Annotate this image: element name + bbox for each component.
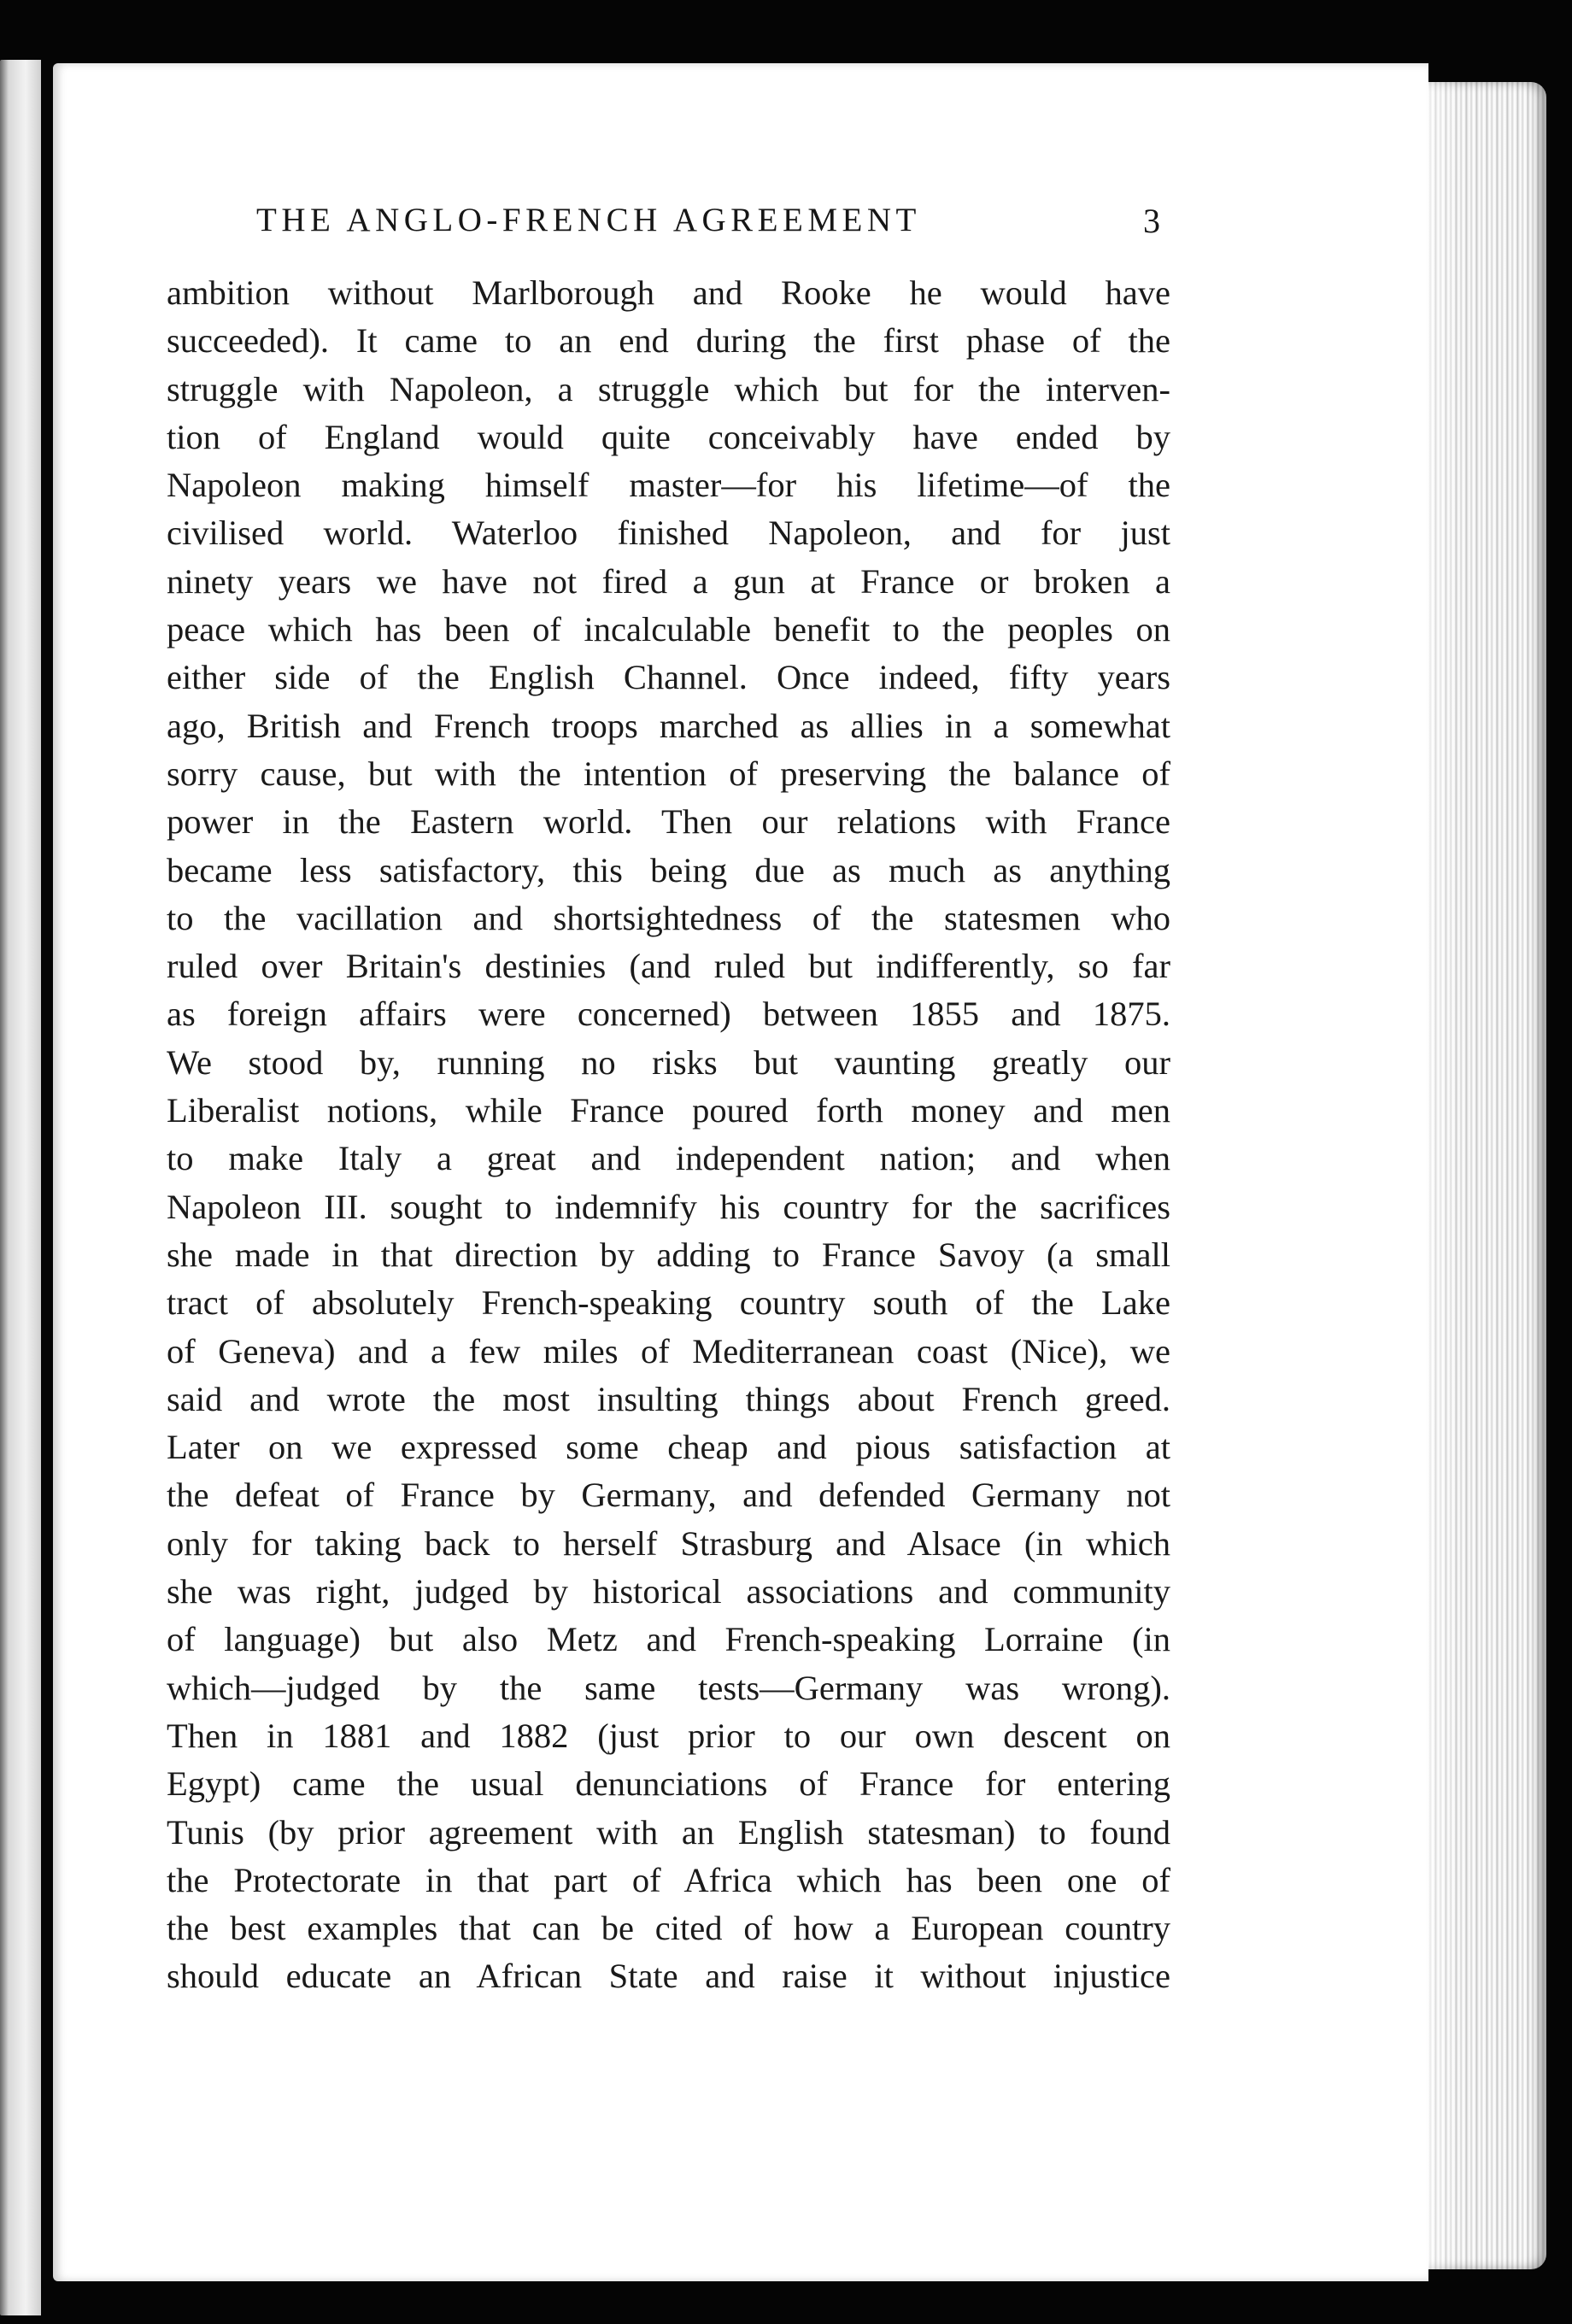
text-line: the Protectorate in that part of Africa which has been one of xyxy=(167,1860,1170,1899)
text-line: power in the Eastern world. Then our relations with France xyxy=(167,802,1170,842)
text-line: Liberalist notions, while France poured forth money and men xyxy=(167,1091,1170,1130)
text-line: civilised world. Waterloo finished Napoleon, and for just xyxy=(167,514,1170,553)
text-line: only for taking back to herself Strasburg and Alsace (in which xyxy=(167,1523,1170,1563)
text-line: tract of absolutely French-speaking country south of the Lake xyxy=(167,1283,1170,1323)
text-line: she was right, judged by historical associations and community xyxy=(167,1572,1170,1611)
text-line: of Geneva) and a few miles of Mediterranean coast (Nice), we xyxy=(167,1331,1170,1370)
text-line: to the vacillation and shortsightedness of the statesmen who xyxy=(167,898,1170,937)
text-line: succeeded). It came to an end during the first phase of the xyxy=(167,321,1170,361)
text-line: should educate an African State and raise it without injustice xyxy=(167,1957,1170,1996)
text-line: We stood by, running no risks but vaunting greatly our xyxy=(167,1042,1170,1082)
text-line: either side of the English Channel. Once indeed, fifty years xyxy=(167,658,1170,697)
text-line: she made in that direction by adding to France Savoy (a small xyxy=(167,1235,1170,1274)
text-line: Napoleon III. sought to indemnify his country for the sacrifices xyxy=(167,1187,1170,1226)
body-text xyxy=(167,269,1170,2001)
text-line: struggle with Napoleon, a struggle which but for the interven- xyxy=(167,369,1170,408)
text-line: Napoleon making himself master—for his lifetime—of the xyxy=(167,466,1170,505)
text-line: said and wrote the most insulting things about French greed. xyxy=(167,1379,1170,1418)
text-line: ago, British and French troops marched as allies in a somewhat xyxy=(167,706,1170,745)
text-line: sorry cause, but with the intention of preserving the balance of xyxy=(167,754,1170,793)
text-line: ruled over Britain's destinies (and ruled but indifferently, so far xyxy=(167,947,1170,986)
text-line: Then in 1881 and 1882 (just prior to our own descent on xyxy=(167,1716,1170,1755)
text-line: Later on we expressed some cheap and pious satisfaction at xyxy=(167,1428,1170,1467)
text-line: the best examples that can be cited of how a European country xyxy=(167,1909,1170,1948)
text-line: as foreign affairs were concerned) between 1855 and 1875. xyxy=(167,995,1170,1034)
previous-page-edge xyxy=(0,60,41,2315)
text-line: ambition without Marlborough and Rooke he would have xyxy=(167,273,1170,312)
running-head: THE ANGLO-FRENCH AGREEMENT xyxy=(256,202,921,238)
text-line: which—judged by the same tests—Germany was wrong). xyxy=(167,1668,1170,1707)
text-line: Egypt) came the usual denunciations of France for entering xyxy=(167,1764,1170,1804)
page-edge-shade xyxy=(1401,82,1461,2269)
text-line: ninety years we have not fired a gun at France or broken a xyxy=(167,561,1170,601)
text-line: Tunis (by prior agreement with an English statesman) to found xyxy=(167,1812,1170,1852)
text-line: of language) but also Metz and French-speaking Lorraine (in xyxy=(167,1620,1170,1659)
page-number: 3 xyxy=(1143,202,1160,240)
text-line: the defeat of France by Germany, and defended Germany not xyxy=(167,1476,1170,1515)
text-line: tion of England would quite conceivably have ended by xyxy=(167,417,1170,456)
text-line: peace which has been of incalculable benefit to the peoples on xyxy=(167,610,1170,649)
text-line: became less satisfactory, this being due as much as anything xyxy=(167,850,1170,889)
text-line: to make Italy a great and independent nation; and when xyxy=(167,1139,1170,1178)
